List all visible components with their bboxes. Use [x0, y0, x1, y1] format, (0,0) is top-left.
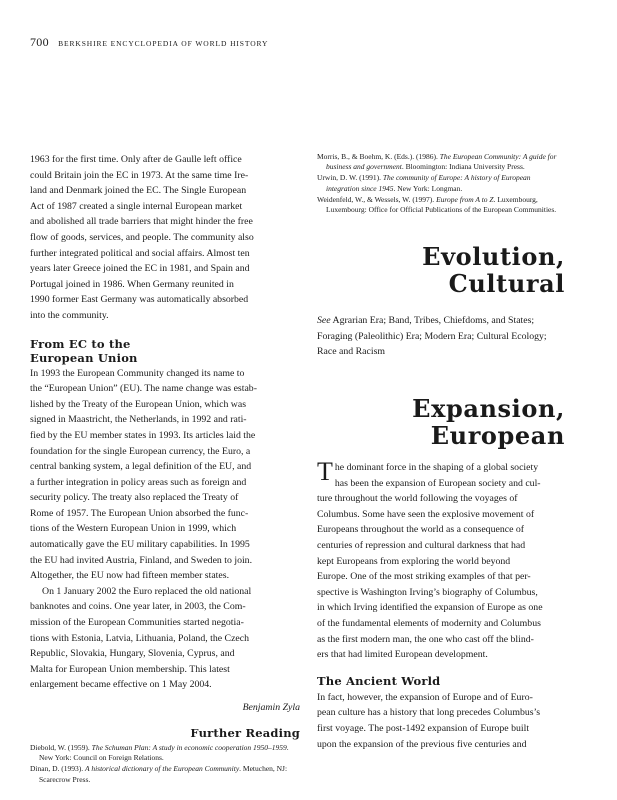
text-line: and abolished all trade barriers that might hinder the free: [30, 216, 253, 228]
text-line: banknotes and coins. One year later, in 2003, the Com-: [30, 601, 246, 613]
text-line: could Britain join the EC in 1973. At the same time Ire-: [30, 169, 249, 181]
text-line: On 1 January 2002 the Euro replaced the old national: [42, 585, 252, 597]
reference-entry: Urwin, D. W. (1991). The community of Europe: A history of European integration since 1945. New York: Longman.: [317, 173, 531, 193]
reference-entry: Weidenfeld, W., & Wessels, W. (1997). Europe from A to Z. Luxembourg, Luxembourg: Office for Official Publications of the European Communities.: [317, 194, 557, 215]
text-line: 1963 for the first time. Only after de Gaulle left office: [30, 154, 242, 165]
title-line: European: [430, 421, 565, 450]
title-line: Evolution,: [422, 242, 565, 272]
reference-entry: Diebold, W. (1959). The Schuman Plan: A study in economic cooperation 1950–1959. New York: Council on Foreign Relations.: [30, 743, 289, 763]
text-line: 1990 former East Germany was automatically absorbed: [30, 294, 249, 306]
right-column: [317, 152, 565, 752]
text-line: lished by the Treaty of the European Union, which was: [30, 398, 247, 410]
reference-list-right: [317, 152, 565, 215]
drop-cap: T: [317, 457, 333, 486]
text-line: upon the expansion of the previous five centuries and: [317, 738, 527, 750]
entry-title-expansion: [317, 395, 565, 449]
text-line: mission of the European Communities started negotia-: [30, 617, 244, 629]
text-line: Europe. One of the most striking examples of that per-: [317, 571, 531, 583]
text-line: ture throughout the world following the voyages of: [317, 493, 518, 505]
text-line: years later Greece joined the EC in 1981, and Spain and: [30, 263, 250, 275]
text-line: automatically gave the EU military capabilities. In 1995: [30, 539, 250, 551]
text-line: Act of 1987 created a single internal European market: [30, 200, 243, 212]
ancient-world-heading: The Ancient World: [317, 673, 441, 688]
reference-entry: Dinan, D. (1993). A historical dictionary of the European Community. Metuchen, NJ: Scarecrow Press.: [30, 764, 288, 784]
reference-list-left: [30, 743, 300, 785]
heading-line: European Union: [30, 350, 138, 365]
text-line: land and Denmark joined the EC. The Single European: [30, 185, 247, 197]
text-line: In 1993 the European Community changed its name to: [30, 367, 245, 379]
running-header: [30, 35, 268, 50]
heading-line: From EC to the: [30, 336, 131, 351]
see-also-text: Agrarian Era; Band, Tribes, Chiefdoms, and States; Foraging (Paleolithic) Era; Modern Era; Cultural Ecology; Race and Racism: [317, 315, 547, 358]
text-line: Altogether, the EU now had fifteen member states.: [30, 570, 230, 582]
text-line: foundation for the single European currency, the Euro, a: [30, 445, 251, 457]
text-line: further integrated political and social affairs. Almost ten: [30, 247, 250, 259]
reference-entry: Morris, B., & Boehm, K. (Eds.). (1986). The European Community: A guide for business and government. Bloomington: Indiana University Press.: [317, 152, 557, 172]
text-line: in which Irving identified the expansion of Europe as one: [317, 602, 543, 614]
text-line: into the community.: [30, 309, 109, 321]
text-line: tions of the Western European Union in 1999, which: [30, 523, 237, 535]
text-line: Malta for European Union membership. This latest: [30, 663, 230, 675]
text-line: In fact, however, the expansion of Europe and of Euro-: [317, 691, 533, 703]
text-line: Europeans throughout the world as a consequence of: [317, 524, 525, 536]
eu-paragraph: [30, 366, 300, 584]
euro-paragraph: [30, 584, 300, 693]
text-line: Columbus. Some have seen the explosive movement of: [317, 508, 535, 520]
text-line: a further integration in policy areas such as foreign and: [30, 476, 247, 488]
title-line: Expansion,: [412, 394, 565, 423]
see-also: [317, 313, 565, 360]
ancient-world-paragraph: [317, 690, 565, 752]
text-line: enlargement became effective on 1 May 2004.: [30, 679, 212, 691]
text-line: flow of goods, services, and people. The community also: [30, 231, 254, 243]
page-number: 700: [30, 35, 49, 49]
text-line: has been the expansion of European society and cul-: [334, 477, 541, 489]
further-reading-heading: Further Reading: [190, 726, 300, 740]
left-column: [30, 152, 300, 786]
text-line: of the fundamental elements of modernity and Columbus: [317, 617, 541, 629]
text-line: he dominant force in the shaping of a global society: [334, 462, 539, 473]
text-line: fied by the EU member states in 1993. Its articles laid the: [30, 429, 256, 441]
author-signature: Benjamin Zyla: [242, 702, 300, 713]
text-line: security policy. The treaty also replaced the Treaty of: [30, 492, 239, 504]
text-line: signed in Maastricht, the Netherlands, in 1992 and rati-: [30, 414, 247, 426]
text-line: Republic, Slovakia, Hungary, Slovenia, Cyprus, and: [30, 648, 235, 660]
text-line: as the first modern man, the one who cast off the blind-: [317, 633, 534, 645]
text-line: ers that had limited European development.: [317, 649, 488, 661]
text-line: centuries of repression and cultural darkness that had: [317, 539, 526, 551]
text-line: Rome of 1957. The European Union absorbed the func-: [30, 507, 249, 519]
text-line: spective is Washington Irving’s biography of Columbus,: [317, 586, 538, 598]
section-heading-eu: [30, 337, 300, 365]
text-line: first voyage. The post-1492 expansion of Europe built: [317, 722, 530, 734]
entry-title-evolution: [317, 243, 565, 297]
text-line: kept Europeans from exploring the world beyond: [317, 555, 511, 567]
text-line: Portugal joined in 1986. When Germany reunited in: [30, 278, 234, 290]
text-line: pean culture has a history that long precedes Columbus’s: [317, 707, 541, 719]
text-line: the EU had invited Austria, Finland, and Sweden to join.: [30, 554, 253, 566]
text-line: tions with Estonia, Latvia, Lithuania, Poland, the Czech: [30, 632, 250, 644]
running-title: BERKSHIRE ENCYCLOPEDIA OF WORLD HISTORY: [58, 39, 269, 48]
title-line: Cultural: [448, 269, 565, 299]
text-line: central banking system, a legal definition of the EU, and: [30, 461, 252, 473]
see-label: See: [317, 315, 331, 327]
intro-paragraph: [30, 152, 300, 324]
text-line: the “European Union” (EU). The name change was estab-: [30, 383, 257, 395]
expansion-paragraph: [317, 457, 565, 663]
